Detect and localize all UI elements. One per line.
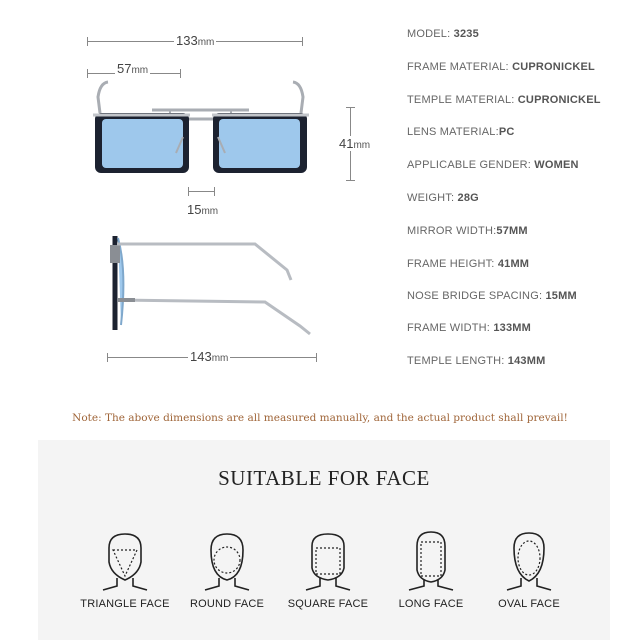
face-item-triangle [75,528,175,610]
measurement-note: Note: The above dimensions are all measured manually, and the actual product shall prevail! [72,412,568,424]
glasses-side-view [105,230,325,340]
spec-frame-width: FRAME WIDTH: 133MM [407,322,532,334]
face-label: TRIANGLE FACE [80,598,170,610]
face-item-long [381,528,481,610]
spec-mirror-width: MIRROR WIDTH:57MM [407,225,528,237]
spec-model: MODEL: 3235 [407,28,479,40]
spec-temple-length: TEMPLE LENGTH: 143MM [407,355,546,367]
spec-lens-material: LENS MATERIAL:PC [407,126,515,138]
face-label: SQUARE FACE [287,598,369,610]
bridge-dimension-line [188,191,215,192]
face-label: OVAL FACE [498,598,560,610]
face-label: ROUND FACE [189,598,265,610]
lens-width-label: 57mm [117,61,149,76]
lens-height-label: 41mm [339,136,371,151]
triangle-face-icon [95,528,155,592]
round-face-icon [197,528,257,592]
spec-gender: APPLICABLE GENDER: WOMEN [407,159,579,171]
face-label: LONG FACE [398,598,464,610]
square-face-icon [298,528,358,592]
face-item-oval [479,528,579,610]
bridge-label: 15mm [187,202,219,217]
spec-weight: WEIGHT: 28G [407,192,479,204]
spec-frame-height: FRAME HEIGHT: 41MM [407,258,530,270]
temple-length-label: 143mm [190,349,229,364]
oval-face-icon [499,528,559,592]
long-face-icon [401,528,461,592]
face-item-square [278,528,378,610]
total-width-label: 133mm [176,33,215,48]
face-item-round [177,528,277,610]
spec-temple-material: TEMPLE MATERIAL: CUPRONICKEL [407,94,601,106]
glasses-front-view [78,75,323,185]
spec-bridge-spacing: NOSE BRIDGE SPACING: 15MM [407,290,577,302]
spec-frame-material: FRAME MATERIAL: CUPRONICKEL [407,61,595,73]
face-section-title: SUITABLE FOR FACE [218,466,430,490]
